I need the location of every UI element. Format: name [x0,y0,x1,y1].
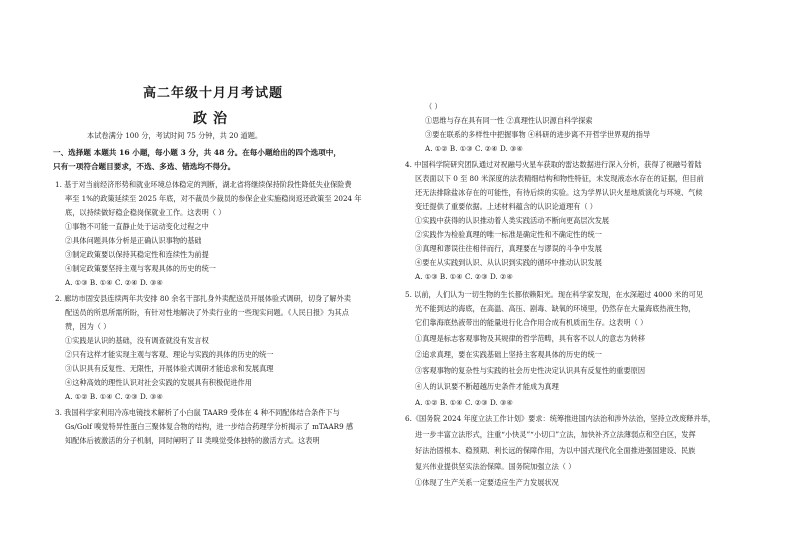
left-line: 赞，因为（ ） [65,322,111,331]
option-line: ④制定政策要坚持主观与客观具体的历史的统一 [65,264,216,273]
right-line: 光不能到达的海底，在高温、高压、剧毒、缺氧的环境里，仍然存在大量海底热液生物， [415,304,696,313]
left-line: 3. 我国科学家利用冷冻电镜技术解析了小白鼠 TAAR9 受体在 4 种不同配体结合条件下与 [55,408,340,417]
option-line: ②只有这样才能实现主观与客观、理论与实践的具体的历史的统一 [65,350,274,359]
right-line: 进一步丰富立法形式，注重“小快灵”“小切口”立法，加快补齐立法薄弱点和空白区，发挥 [415,430,696,439]
answer-choices: A. ①② B. ①④ C. ②③ D. ③④ [65,392,163,401]
right-line: 区表面以下 0 至 80 米深度的法表精细结构和物性特征，未发现液态水存在的证据，但目前 [415,174,704,183]
answer-choices: A. ①② B. ①③ C. ②④ D. ③④ [425,144,523,153]
left-line: Gs/Golf 嗅觉特异性蛋白三聚体复合物的结构，进一步结合药理学分析揭示了 mTAAR9 感 [65,422,354,431]
section-heading-line-1: 一、选择题 本题共 16 小题，每小题 3 分，共 48 分。在每小题给出的四个选项中， [53,148,341,157]
option-line: ①事物不可能一直静止处于运动变化过程之中 [65,222,209,231]
option-line: ③客观事物的复杂性与实践的社会历史性决定认识具有反复性的重要原因 [415,366,646,375]
exam-title: 高二年级十月月考试题 [143,86,284,101]
right-line: 4. 中国科学院研究团队通过对祝融号火星车获取的雷达数据进行深入分析，获得了祝融号着陆 [405,160,702,169]
right-line: 还无法排除盐冰存在的可能性，有待后续的实验。这为学界认识火星地质演化与环境、气候 [415,188,703,197]
right-line: 复兴伟业提供坚实法治保障。国务院加强立法（ ） [415,462,576,471]
option-line: ③制定政策要以保持其稳定性和连续性为前提 [65,250,209,259]
right-line: 6.《国务院 2024 年度立法工作计划》要求：统筹推进国内法治和涉外法治，坚持立改废释并举， [405,414,716,423]
left-line: 2. 廊坊市固安县连续两年共安排 80 余名干部扎身外卖配送员开展体验式调研，切身了解外卖 [55,294,351,303]
left-line: 知配体后被激活的分子机制，同时阐明了 II 类嗅觉受体独特的激活方式。这表明 [65,436,320,445]
option-line: ②追求真理，要在实践基础上坚持主客观具体的历史的统一 [415,350,602,359]
right-line: ①体现了生产关系一定要适应生产力发展状况 [415,478,559,487]
left-line: 配送员的所思所需所盼，有针对性地解决了外卖行业的一些现实问题。《人民日报》为其点 [65,308,349,317]
right-line: 好法治固根本、稳预期、利长远的保障作用，为以中国式现代化全面推进强国建设、民族 [415,446,696,455]
answer-choices: A. ①③ B. ①④ C. ②③ D. ②④ [415,272,513,281]
option-line: ④要在从实践到认识、从认识到实践的循环中推动认识发展 [415,258,602,267]
option-line: ③要在联系的多样性中把握事物 ④科研的进步离不开哲学世界观的指导 [425,130,651,139]
answer-choices: A. ①② B. ①④ C. ②③ D. ③④ [415,398,513,407]
option-line: ①实践中获得的认识推动着人类实践活动不断向更高层次发展 [415,216,610,225]
exam-info: 本试卷满分 100 分，考试时间 75 分钟，共 20 道题。 [87,131,263,140]
option-line: ①实践是认识的基础，没有调查就没有发言权 [65,336,209,345]
left-line: 率至 1%的政策延续至 2025 年底，对不裁员少裁员的参保企业实施稳岗返还政策至 2024 年 [65,194,362,203]
option-line: ②具体问题具体分析是正确认识事物的基础 [65,236,202,245]
left-line: 1. 基于对当前经济形势和就业环境总体稳定的判断，湖北省将继续保持阶段性降低失业保险费 [55,180,352,189]
right-line: （ ） [425,102,442,111]
option-line: ②实践作为检验真理的唯一标准是确定性和不确定性的统一 [415,230,602,239]
option-line: ④人的认识要不断超越历史条件才能成为真理 [415,382,559,391]
answer-choices: A. ①③ B. ①④ C. ②④ D. ③④ [65,278,163,287]
section-heading-line-2: 只有一项符合题目要求，不选、多选、错选均不得分。 [53,162,236,171]
option-line: ④这种高效的理性认识对社会实践的发展具有积极促进作用 [65,378,252,387]
right-line: 变迁提供了重要依据。上述材料蕴含的认识论道理有（ ） [415,202,597,211]
subject-title: 政治 [193,111,233,127]
right-line: 5. 以前，人们认为一切生物的生长都依赖阳光。现在科学家发现，在水深超过 4000 米的可见 [405,290,703,299]
option-line: ③认识具有反复性、无限性，开展体验式调研才能追求和发展真理 [65,364,274,373]
option-line: ③真理和谬误往往相伴而行，真理要在与谬误的斗争中发展 [415,244,602,253]
option-line: ①真理是标志客观事物及其规律的哲学范畴，具有客不以人的意志为转移 [415,334,646,343]
left-line: 底，以持续做好稳企稳岗保就业工作。这表明（ ） [65,208,226,217]
option-line: ①思维与存在具有同一性 ②真理性认识源自科学探索 [425,116,593,125]
right-line: 它们靠海底热液带出的能量进行化合作用合成有机质而生存。这表明（ ） [415,318,648,327]
